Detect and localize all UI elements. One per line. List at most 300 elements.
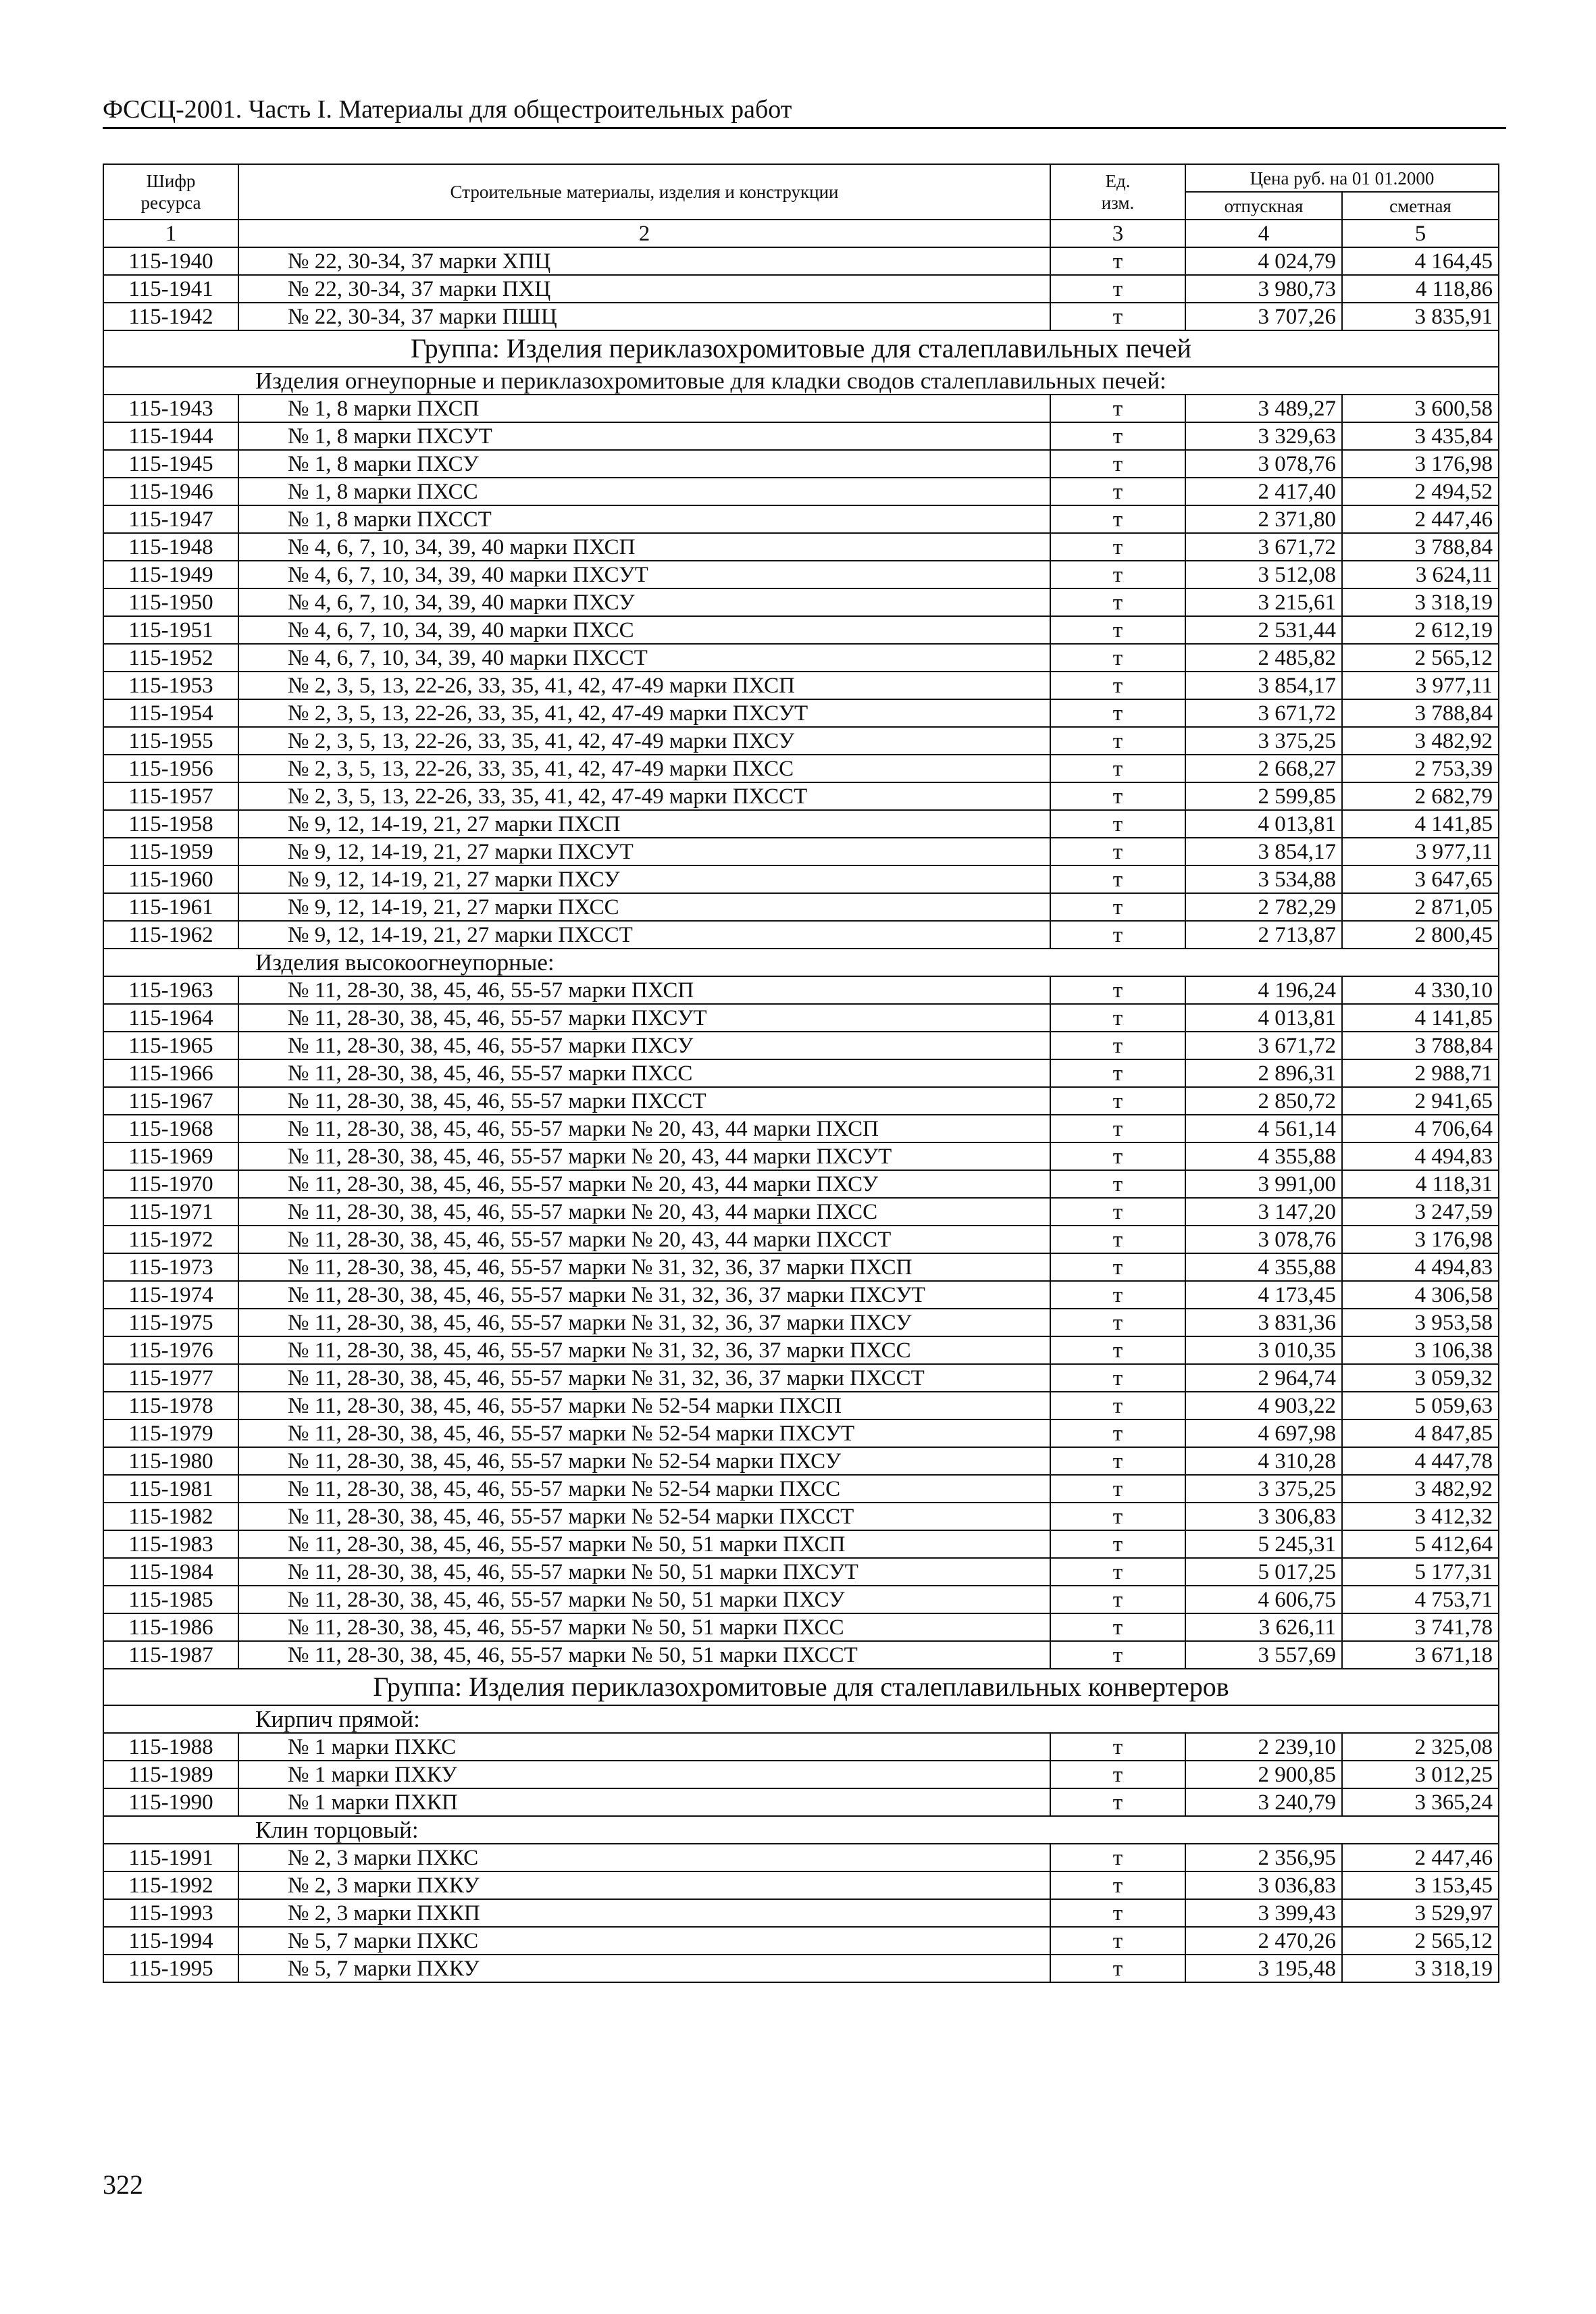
resource-code-cell: 115-1953	[103, 672, 238, 699]
estimate-price-cell: 3 788,84	[1342, 1032, 1499, 1059]
unit-cell: т	[1050, 303, 1185, 330]
release-price-cell: 4 173,45	[1185, 1281, 1342, 1309]
table-row	[103, 865, 1499, 893]
material-name-cell: № 11, 28-30, 38, 45, 46, 55-57 марки № 31, 32, 36, 37 марки ПХСП	[238, 1253, 1050, 1281]
estimate-price-cell: 3 741,78	[1342, 1613, 1499, 1641]
estimate-price-cell: 3 153,45	[1342, 1871, 1499, 1899]
column-number: 4	[1185, 220, 1342, 247]
material-name-cell: № 22, 30-34, 37 марки ХПЦ	[238, 247, 1050, 275]
header-unit	[1050, 164, 1185, 220]
material-name-cell: № 1, 8 марки ПХСУТ	[238, 422, 1050, 450]
estimate-price-cell: 5 412,64	[1342, 1530, 1499, 1558]
table-row	[103, 976, 1499, 1004]
table-row	[103, 1586, 1499, 1613]
release-price-cell: 2 371,80	[1185, 505, 1342, 533]
release-price-cell: 3 512,08	[1185, 561, 1342, 588]
estimate-price-cell: 4 118,86	[1342, 275, 1499, 303]
release-price-cell: 2 470,26	[1185, 1927, 1342, 1955]
subgroup-heading-row	[103, 367, 1499, 395]
resource-code-cell: 115-1985	[103, 1586, 238, 1613]
release-price-cell: 3 534,88	[1185, 865, 1342, 893]
release-price-cell: 4 310,28	[1185, 1447, 1342, 1475]
estimate-price-cell: 3 482,92	[1342, 727, 1499, 755]
release-price-cell: 2 713,87	[1185, 921, 1342, 949]
release-price-cell: 3 854,17	[1185, 838, 1342, 865]
resource-code-cell: 115-1948	[103, 533, 238, 561]
unit-cell: т	[1050, 1503, 1185, 1530]
group-heading: Группа: Изделия периклазохромитовые для сталеплавильных печей	[103, 330, 1499, 367]
unit-cell: т	[1050, 1927, 1185, 1955]
material-name-cell: № 11, 28-30, 38, 45, 46, 55-57 марки № 20, 43, 44 марки ПХСУ	[238, 1170, 1050, 1198]
estimate-price-cell: 3 318,19	[1342, 588, 1499, 616]
material-name-cell: № 1, 8 марки ПХСП	[238, 395, 1050, 422]
release-price-cell: 3 147,20	[1185, 1198, 1342, 1226]
resource-code-cell: 115-1956	[103, 755, 238, 782]
unit-cell: т	[1050, 1364, 1185, 1392]
material-name-cell: № 11, 28-30, 38, 45, 46, 55-57 марки ПХСУТ	[238, 1004, 1050, 1032]
material-name-cell: № 11, 28-30, 38, 45, 46, 55-57 марки № 20, 43, 44 марки ПХССТ	[238, 1226, 1050, 1253]
unit-cell: т	[1050, 838, 1185, 865]
page-header: ФССЦ-2001. Часть I. Материалы для общестроительных работ	[103, 95, 1506, 129]
estimate-price-cell: 4 494,83	[1342, 1253, 1499, 1281]
resource-code-cell: 115-1943	[103, 395, 238, 422]
unit-cell: т	[1050, 727, 1185, 755]
release-price-cell: 3 036,83	[1185, 1871, 1342, 1899]
resource-code-cell: 115-1989	[103, 1761, 238, 1788]
unit-cell: т	[1050, 247, 1185, 275]
subgroup-heading-row	[103, 949, 1499, 976]
resource-code-cell: 115-1977	[103, 1364, 238, 1392]
table-row	[103, 755, 1499, 782]
release-price-cell: 2 417,40	[1185, 478, 1342, 505]
release-price-cell: 2 850,72	[1185, 1087, 1342, 1115]
resource-code-cell: 115-1978	[103, 1392, 238, 1419]
estimate-price-cell: 2 682,79	[1342, 782, 1499, 810]
material-name-cell: № 2, 3, 5, 13, 22-26, 33, 35, 41, 42, 47-49 марки ПХСУТ	[238, 699, 1050, 727]
material-name-cell: № 11, 28-30, 38, 45, 46, 55-57 марки ПХСС	[238, 1059, 1050, 1087]
material-name-cell: № 1 марки ПХКУ	[238, 1761, 1050, 1788]
table-body	[103, 247, 1499, 1982]
resource-code-cell: 115-1983	[103, 1530, 238, 1558]
material-name-cell: № 11, 28-30, 38, 45, 46, 55-57 марки № 50, 51 марки ПХСП	[238, 1530, 1050, 1558]
unit-cell: т	[1050, 1281, 1185, 1309]
release-price-cell: 3 626,11	[1185, 1613, 1342, 1641]
resource-code-cell: 115-1940	[103, 247, 238, 275]
resource-code-cell: 115-1962	[103, 921, 238, 949]
resource-code-cell: 115-1991	[103, 1844, 238, 1871]
material-name-cell: № 9, 12, 14-19, 21, 27 марки ПХСП	[238, 810, 1050, 838]
estimate-price-cell: 2 871,05	[1342, 893, 1499, 921]
table-row	[103, 1844, 1499, 1871]
estimate-price-cell: 3 247,59	[1342, 1198, 1499, 1226]
unit-cell: т	[1050, 782, 1185, 810]
resource-code-cell: 115-1941	[103, 275, 238, 303]
release-price-cell: 5 245,31	[1185, 1530, 1342, 1558]
estimate-price-cell: 3 176,98	[1342, 1226, 1499, 1253]
table-row	[103, 588, 1499, 616]
resource-code-cell: 115-1970	[103, 1170, 238, 1198]
resource-code-cell: 115-1965	[103, 1032, 238, 1059]
table-row	[103, 727, 1499, 755]
estimate-price-cell: 4 847,85	[1342, 1419, 1499, 1447]
release-price-cell: 2 485,82	[1185, 644, 1342, 672]
estimate-price-cell: 2 988,71	[1342, 1059, 1499, 1087]
subgroup-heading: Изделия огнеупорные и периклазохромитовые для кладки сводов сталеплавильных печей:	[103, 367, 1499, 395]
unit-cell: т	[1050, 1059, 1185, 1087]
release-price-cell: 3 831,36	[1185, 1309, 1342, 1336]
table-row	[103, 1392, 1499, 1419]
material-name-cell: № 11, 28-30, 38, 45, 46, 55-57 марки № 31, 32, 36, 37 марки ПХСС	[238, 1336, 1050, 1364]
resource-code-cell: 115-1945	[103, 450, 238, 478]
release-price-cell: 2 668,27	[1185, 755, 1342, 782]
material-name-cell: № 11, 28-30, 38, 45, 46, 55-57 марки № 52-54 марки ПХСС	[238, 1475, 1050, 1503]
unit-cell: т	[1050, 1558, 1185, 1586]
release-price-cell: 2 896,31	[1185, 1059, 1342, 1087]
table-row	[103, 275, 1499, 303]
resource-code-cell: 115-1979	[103, 1419, 238, 1447]
release-price-cell: 4 606,75	[1185, 1586, 1342, 1613]
estimate-price-cell: 4 141,85	[1342, 810, 1499, 838]
material-name-cell: № 11, 28-30, 38, 45, 46, 55-57 марки № 50, 51 марки ПХСУТ	[238, 1558, 1050, 1586]
estimate-price-cell: 2 447,46	[1342, 1844, 1499, 1871]
unit-cell: т	[1050, 1087, 1185, 1115]
material-name-cell: № 2, 3, 5, 13, 22-26, 33, 35, 41, 42, 47-49 марки ПХСС	[238, 755, 1050, 782]
group-heading: Группа: Изделия периклазохромитовые для сталеплавильных конвертеров	[103, 1669, 1499, 1705]
table-row	[103, 1419, 1499, 1447]
unit-cell: т	[1050, 1419, 1185, 1447]
material-name-cell: № 11, 28-30, 38, 45, 46, 55-57 марки № 50, 51 марки ПХССТ	[238, 1641, 1050, 1669]
release-price-cell: 3 707,26	[1185, 303, 1342, 330]
estimate-price-cell: 3 059,32	[1342, 1364, 1499, 1392]
material-name-cell: № 9, 12, 14-19, 21, 27 марки ПХСУТ	[238, 838, 1050, 865]
header-code	[103, 164, 238, 220]
resource-code-cell: 115-1969	[103, 1142, 238, 1170]
table-row	[103, 1475, 1499, 1503]
resource-code-cell: 115-1946	[103, 478, 238, 505]
release-price-cell: 3 671,72	[1185, 699, 1342, 727]
unit-cell: т	[1050, 672, 1185, 699]
unit-cell: т	[1050, 976, 1185, 1004]
material-name-cell: № 1 марки ПХКС	[238, 1733, 1050, 1761]
resource-code-cell: 115-1988	[103, 1733, 238, 1761]
estimate-price-cell: 4 141,85	[1342, 1004, 1499, 1032]
estimate-price-cell: 3 365,24	[1342, 1788, 1499, 1816]
unit-cell: т	[1050, 1871, 1185, 1899]
table-row	[103, 1530, 1499, 1558]
unit-cell: т	[1050, 1955, 1185, 1982]
table-row	[103, 505, 1499, 533]
estimate-price-cell: 4 753,71	[1342, 1586, 1499, 1613]
estimate-price-cell: 2 800,45	[1342, 921, 1499, 949]
estimate-price-cell: 3 624,11	[1342, 561, 1499, 588]
resource-code-cell: 115-1963	[103, 976, 238, 1004]
release-price-cell: 3 375,25	[1185, 727, 1342, 755]
table-row	[103, 1927, 1499, 1955]
resource-code-cell: 115-1987	[103, 1641, 238, 1669]
resource-code-cell: 115-1994	[103, 1927, 238, 1955]
release-price-cell: 4 903,22	[1185, 1392, 1342, 1419]
subgroup-heading-row	[103, 1705, 1499, 1733]
material-name-cell: № 11, 28-30, 38, 45, 46, 55-57 марки № 52-54 марки ПХСУТ	[238, 1419, 1050, 1447]
table-row	[103, 1142, 1499, 1170]
table-row	[103, 1170, 1499, 1198]
unit-cell: т	[1050, 810, 1185, 838]
unit-cell: т	[1050, 505, 1185, 533]
table-row	[103, 1447, 1499, 1475]
table-row	[103, 1613, 1499, 1641]
unit-cell: т	[1050, 1170, 1185, 1198]
unit-cell: т	[1050, 1004, 1185, 1032]
table-row	[103, 422, 1499, 450]
resource-code-cell: 115-1949	[103, 561, 238, 588]
table-row	[103, 1253, 1499, 1281]
estimate-price-cell: 2 612,19	[1342, 616, 1499, 644]
release-price-cell: 3 306,83	[1185, 1503, 1342, 1530]
release-price-cell: 4 697,98	[1185, 1419, 1342, 1447]
unit-cell: т	[1050, 1586, 1185, 1613]
resource-code-cell: 115-1973	[103, 1253, 238, 1281]
unit-cell: т	[1050, 533, 1185, 561]
unit-cell: т	[1050, 1641, 1185, 1669]
resource-code-cell: 115-1958	[103, 810, 238, 838]
unit-cell: т	[1050, 1899, 1185, 1927]
estimate-price-cell: 4 330,10	[1342, 976, 1499, 1004]
table-row	[103, 644, 1499, 672]
resource-code-cell: 115-1972	[103, 1226, 238, 1253]
subgroup-heading-row	[103, 1816, 1499, 1844]
resource-code-cell: 115-1944	[103, 422, 238, 450]
table-row	[103, 1087, 1499, 1115]
release-price-cell: 4 196,24	[1185, 976, 1342, 1004]
header-name: Строительные материалы, изделия и конструкции	[238, 164, 1050, 220]
resource-code-cell: 115-1982	[103, 1503, 238, 1530]
estimate-price-cell: 2 565,12	[1342, 644, 1499, 672]
table-row	[103, 1115, 1499, 1142]
estimate-price-cell: 2 447,46	[1342, 505, 1499, 533]
release-price-cell: 4 024,79	[1185, 247, 1342, 275]
estimate-price-cell: 3 529,97	[1342, 1899, 1499, 1927]
estimate-price-cell: 3 482,92	[1342, 1475, 1499, 1503]
unit-cell: т	[1050, 1733, 1185, 1761]
estimate-price-cell: 3 176,98	[1342, 450, 1499, 478]
table-row	[103, 1641, 1499, 1669]
header-release: отпускная	[1185, 192, 1342, 220]
column-number: 5	[1342, 220, 1499, 247]
resource-code-cell: 115-1955	[103, 727, 238, 755]
release-price-cell: 2 356,95	[1185, 1844, 1342, 1871]
material-name-cell: № 11, 28-30, 38, 45, 46, 55-57 марки № 31, 32, 36, 37 марки ПХСУТ	[238, 1281, 1050, 1309]
table-row	[103, 1558, 1499, 1586]
estimate-price-cell: 3 835,91	[1342, 303, 1499, 330]
table-row	[103, 1364, 1499, 1392]
unit-cell: т	[1050, 865, 1185, 893]
estimate-price-cell: 3 600,58	[1342, 395, 1499, 422]
table-row	[103, 1733, 1499, 1761]
group-heading-row	[103, 1669, 1499, 1705]
release-price-cell: 3 215,61	[1185, 588, 1342, 616]
estimate-price-cell: 3 318,19	[1342, 1955, 1499, 1982]
unit-cell: т	[1050, 1142, 1185, 1170]
material-name-cell: № 4, 6, 7, 10, 34, 39, 40 марки ПХСУТ	[238, 561, 1050, 588]
release-price-cell: 2 239,10	[1185, 1733, 1342, 1761]
unit-cell: т	[1050, 616, 1185, 644]
table-row	[103, 1198, 1499, 1226]
material-name-cell: № 11, 28-30, 38, 45, 46, 55-57 марки № 20, 43, 44 марки ПХСС	[238, 1198, 1050, 1226]
material-name-cell: № 11, 28-30, 38, 45, 46, 55-57 марки ПХСП	[238, 976, 1050, 1004]
estimate-price-cell: 3 977,11	[1342, 838, 1499, 865]
resource-code-cell: 115-1980	[103, 1447, 238, 1475]
estimate-price-cell: 3 977,11	[1342, 672, 1499, 699]
table-row	[103, 1309, 1499, 1336]
table-row	[103, 921, 1499, 949]
resource-code-cell: 115-1959	[103, 838, 238, 865]
table-row	[103, 1004, 1499, 1032]
unit-cell: т	[1050, 699, 1185, 727]
estimate-price-cell: 2 753,39	[1342, 755, 1499, 782]
header-unit-line2: изм.	[1101, 193, 1135, 213]
table-row	[103, 1226, 1499, 1253]
table-row	[103, 1788, 1499, 1816]
table-row	[103, 1899, 1499, 1927]
estimate-price-cell: 4 447,78	[1342, 1447, 1499, 1475]
release-price-cell: 2 964,74	[1185, 1364, 1342, 1392]
material-name-cell: № 4, 6, 7, 10, 34, 39, 40 марки ПХСС	[238, 616, 1050, 644]
resource-code-cell: 115-1947	[103, 505, 238, 533]
unit-cell: т	[1050, 1032, 1185, 1059]
release-price-cell: 4 355,88	[1185, 1142, 1342, 1170]
unit-cell: т	[1050, 1761, 1185, 1788]
estimate-price-cell: 3 788,84	[1342, 699, 1499, 727]
column-number-row	[103, 220, 1499, 247]
material-name-cell: № 2, 3, 5, 13, 22-26, 33, 35, 41, 42, 47-49 марки ПХССТ	[238, 782, 1050, 810]
release-price-cell: 3 375,25	[1185, 1475, 1342, 1503]
material-name-cell: № 22, 30-34, 37 марки ПХЦ	[238, 275, 1050, 303]
material-name-cell: № 1, 8 марки ПХССТ	[238, 505, 1050, 533]
resource-code-cell: 115-1992	[103, 1871, 238, 1899]
estimate-price-cell: 3 435,84	[1342, 422, 1499, 450]
group-heading-row	[103, 330, 1499, 367]
table-row	[103, 1503, 1499, 1530]
resource-code-cell: 115-1984	[103, 1558, 238, 1586]
material-name-cell: № 5, 7 марки ПХКУ	[238, 1955, 1050, 1982]
estimate-price-cell: 3 412,32	[1342, 1503, 1499, 1530]
table-row	[103, 1871, 1499, 1899]
material-name-cell: № 9, 12, 14-19, 21, 27 марки ПХССТ	[238, 921, 1050, 949]
header-unit-line1: Ед.	[1105, 171, 1131, 191]
material-name-cell: № 11, 28-30, 38, 45, 46, 55-57 марки № 20, 43, 44 марки ПХСУТ	[238, 1142, 1050, 1170]
column-number: 3	[1050, 220, 1185, 247]
material-name-cell: № 9, 12, 14-19, 21, 27 марки ПХСС	[238, 893, 1050, 921]
material-name-cell: № 2, 3 марки ПХКУ	[238, 1871, 1050, 1899]
resource-code-cell: 115-1976	[103, 1336, 238, 1364]
unit-cell: т	[1050, 1392, 1185, 1419]
resource-code-cell: 115-1990	[103, 1788, 238, 1816]
unit-cell: т	[1050, 1844, 1185, 1871]
header-estimate: сметная	[1342, 192, 1499, 220]
resource-code-cell: 115-1952	[103, 644, 238, 672]
material-name-cell: № 4, 6, 7, 10, 34, 39, 40 марки ПХССТ	[238, 644, 1050, 672]
subgroup-heading: Кирпич прямой:	[103, 1705, 1499, 1733]
resource-code-cell: 115-1950	[103, 588, 238, 616]
unit-cell: т	[1050, 1613, 1185, 1641]
resource-code-cell: 115-1954	[103, 699, 238, 727]
resource-code-cell: 115-1961	[103, 893, 238, 921]
header-code-line2: ресурса	[140, 193, 201, 213]
release-price-cell: 3 489,27	[1185, 395, 1342, 422]
estimate-price-cell: 4 306,58	[1342, 1281, 1499, 1309]
unit-cell: т	[1050, 478, 1185, 505]
resource-code-cell: 115-1942	[103, 303, 238, 330]
resource-code-cell: 115-1960	[103, 865, 238, 893]
subgroup-heading: Клин торцовый:	[103, 1816, 1499, 1844]
material-name-cell: № 11, 28-30, 38, 45, 46, 55-57 марки ПХСУ	[238, 1032, 1050, 1059]
material-name-cell: № 1 марки ПХКП	[238, 1788, 1050, 1816]
release-price-cell: 3 010,35	[1185, 1336, 1342, 1364]
release-price-cell: 3 240,79	[1185, 1788, 1342, 1816]
price-table	[103, 164, 1499, 1983]
table-row	[103, 533, 1499, 561]
resource-code-cell: 115-1967	[103, 1087, 238, 1115]
table-row	[103, 1032, 1499, 1059]
release-price-cell: 2 900,85	[1185, 1761, 1342, 1788]
release-price-cell: 3 991,00	[1185, 1170, 1342, 1198]
estimate-price-cell: 4 118,31	[1342, 1170, 1499, 1198]
table-row	[103, 450, 1499, 478]
material-name-cell: № 11, 28-30, 38, 45, 46, 55-57 марки ПХССТ	[238, 1087, 1050, 1115]
material-name-cell: № 1, 8 марки ПХСУ	[238, 450, 1050, 478]
resource-code-cell: 115-1974	[103, 1281, 238, 1309]
material-name-cell: № 22, 30-34, 37 марки ПШЦ	[238, 303, 1050, 330]
material-name-cell: № 11, 28-30, 38, 45, 46, 55-57 марки № 50, 51 марки ПХСС	[238, 1613, 1050, 1641]
resource-code-cell: 115-1986	[103, 1613, 238, 1641]
resource-code-cell: 115-1968	[103, 1115, 238, 1142]
table-row	[103, 782, 1499, 810]
unit-cell: т	[1050, 1530, 1185, 1558]
material-name-cell: № 2, 3 марки ПХКС	[238, 1844, 1050, 1871]
unit-cell: т	[1050, 1309, 1185, 1336]
resource-code-cell: 115-1957	[103, 782, 238, 810]
table-row	[103, 561, 1499, 588]
release-price-cell: 3 078,76	[1185, 1226, 1342, 1253]
table-row	[103, 1761, 1499, 1788]
estimate-price-cell: 2 325,08	[1342, 1733, 1499, 1761]
table-row	[103, 1955, 1499, 1982]
release-price-cell: 4 355,88	[1185, 1253, 1342, 1281]
unit-cell: т	[1050, 1198, 1185, 1226]
unit-cell: т	[1050, 921, 1185, 949]
table-row	[103, 1336, 1499, 1364]
estimate-price-cell: 2 941,65	[1342, 1087, 1499, 1115]
header-code-line1: Шифр	[146, 171, 196, 191]
material-name-cell: № 5, 7 марки ПХКС	[238, 1927, 1050, 1955]
estimate-price-cell: 4 164,45	[1342, 247, 1499, 275]
estimate-price-cell: 3 788,84	[1342, 533, 1499, 561]
unit-cell: т	[1050, 644, 1185, 672]
release-price-cell: 3 329,63	[1185, 422, 1342, 450]
material-name-cell: № 2, 3, 5, 13, 22-26, 33, 35, 41, 42, 47-49 марки ПХСУ	[238, 727, 1050, 755]
unit-cell: т	[1050, 275, 1185, 303]
release-price-cell: 3 399,43	[1185, 1899, 1342, 1927]
release-price-cell: 3 195,48	[1185, 1955, 1342, 1982]
table-header	[103, 164, 1499, 247]
resource-code-cell: 115-1951	[103, 616, 238, 644]
resource-code-cell: 115-1966	[103, 1059, 238, 1087]
unit-cell: т	[1050, 1226, 1185, 1253]
material-name-cell: № 4, 6, 7, 10, 34, 39, 40 марки ПХСУ	[238, 588, 1050, 616]
release-price-cell: 4 561,14	[1185, 1115, 1342, 1142]
unit-cell: т	[1050, 422, 1185, 450]
material-name-cell: № 11, 28-30, 38, 45, 46, 55-57 марки № 31, 32, 36, 37 марки ПХСУ	[238, 1309, 1050, 1336]
